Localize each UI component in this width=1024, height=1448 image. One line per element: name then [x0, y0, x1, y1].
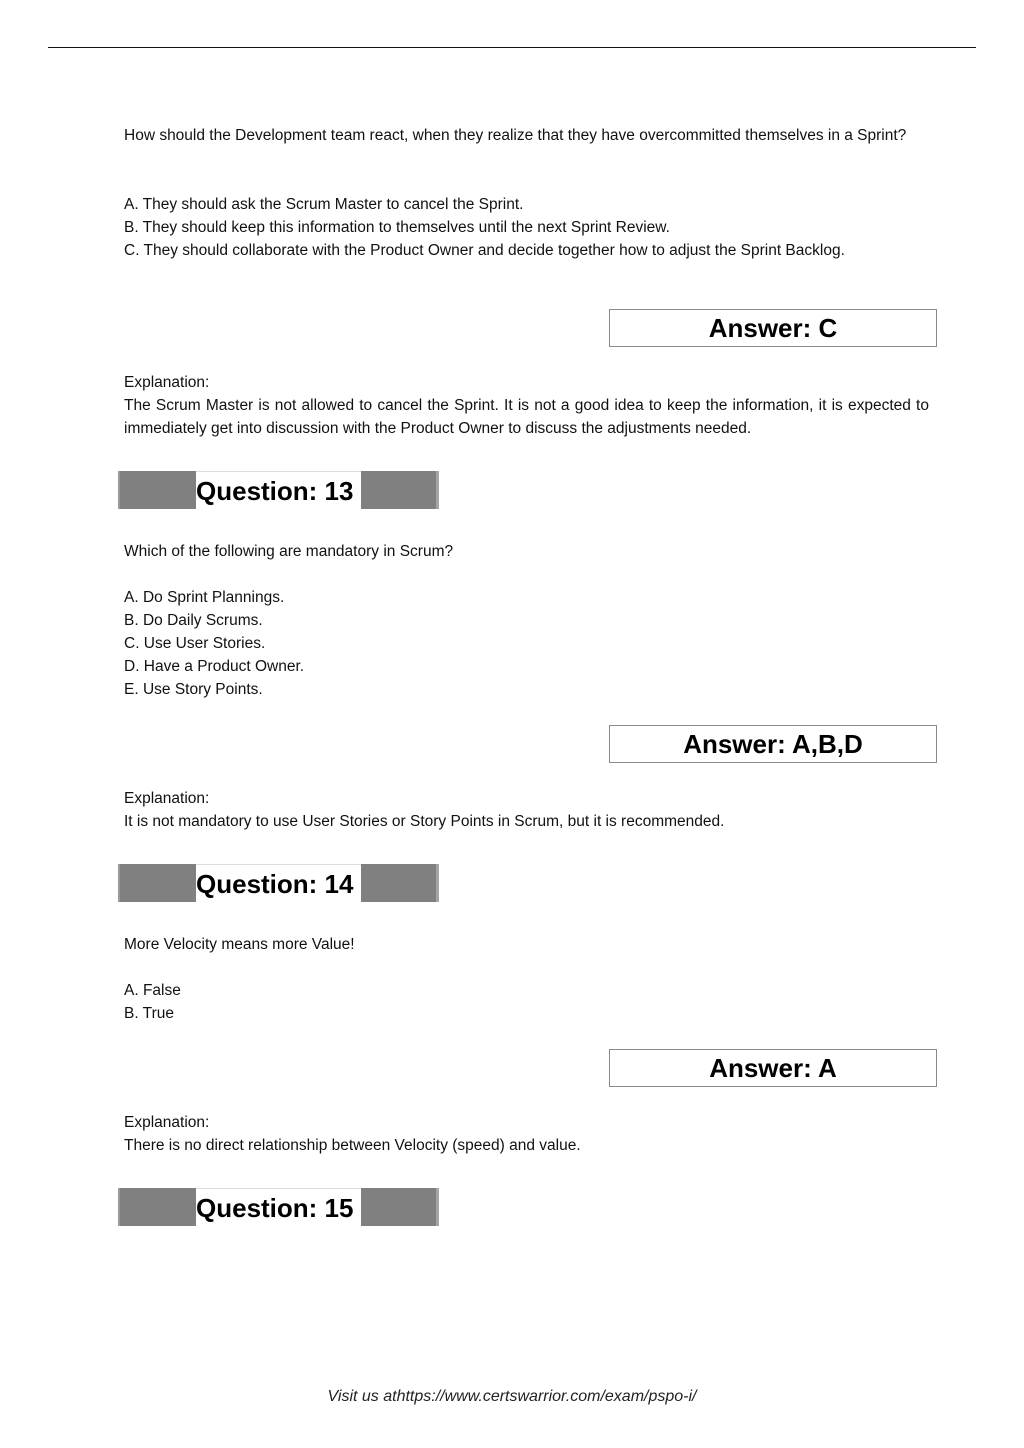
question-14-option-b: B. True	[124, 1005, 174, 1022]
question-14-option-a: A. False	[124, 982, 181, 999]
question-13-option-b: B. Do Daily Scrums.	[124, 612, 263, 629]
question-14-text: More Velocity means more Value!	[124, 936, 355, 953]
question-12-option-a: A. They should ask the Scrum Master to cancel the Sprint.	[124, 196, 524, 213]
question-12-option-b: B. They should keep this information to themselves until the next Sprint Review.	[124, 219, 670, 236]
explanation-label-13: Explanation:	[124, 790, 210, 807]
question-13-banner	[118, 471, 439, 509]
explanation-text-12: The Scrum Master is not allowed to cancel the Sprint. It is not a good idea to keep the information, it is expected to immediately get into discussion with the Product Owner to discuss the adjustments needed.	[124, 397, 929, 437]
banner-bar-right	[361, 864, 439, 902]
explanation-label-12: Explanation:	[124, 374, 210, 391]
question-12-option-c: C. They should collaborate with the Product Owner and decide together how to adjust the Sprint Backlog.	[124, 242, 845, 259]
header-rule	[48, 47, 976, 48]
question-15-banner	[118, 1188, 439, 1226]
banner-bar-left	[118, 1188, 196, 1226]
footer-link[interactable]: Visit us athttps://www.certswarrior.com/exam/pspo-i/	[327, 1388, 697, 1405]
question-13-option-a: A. Do Sprint Plannings.	[124, 589, 285, 606]
question-15-title: Question: 15	[196, 1188, 361, 1226]
question-14-banner	[118, 864, 439, 902]
question-14-title: Question: 14	[196, 864, 361, 902]
answer-box-13: Answer: A,B,D	[609, 725, 937, 763]
banner-bar-right	[361, 1188, 439, 1226]
question-13-option-e: E. Use Story Points.	[124, 681, 263, 698]
explanation-text-14: There is no direct relationship between Velocity (speed) and value.	[124, 1137, 581, 1154]
banner-bar-left	[118, 471, 196, 509]
answer-box-14: Answer: A	[609, 1049, 937, 1087]
question-13-text: Which of the following are mandatory in Scrum?	[124, 543, 454, 560]
question-12-text: How should the Development team react, when they realize that they have overcommitted themselves in a Sprint?	[124, 127, 907, 144]
question-13-option-d: D. Have a Product Owner.	[124, 658, 305, 675]
explanation-text-13: It is not mandatory to use User Stories or Story Points in Scrum, but it is recommended.	[124, 813, 725, 830]
banner-bar-right	[361, 471, 439, 509]
banner-bar-left	[118, 864, 196, 902]
answer-box-12: Answer: C	[609, 309, 937, 347]
question-13-option-c: C. Use User Stories.	[124, 635, 266, 652]
question-13-title: Question: 13	[196, 471, 361, 509]
explanation-label-14: Explanation:	[124, 1114, 210, 1131]
